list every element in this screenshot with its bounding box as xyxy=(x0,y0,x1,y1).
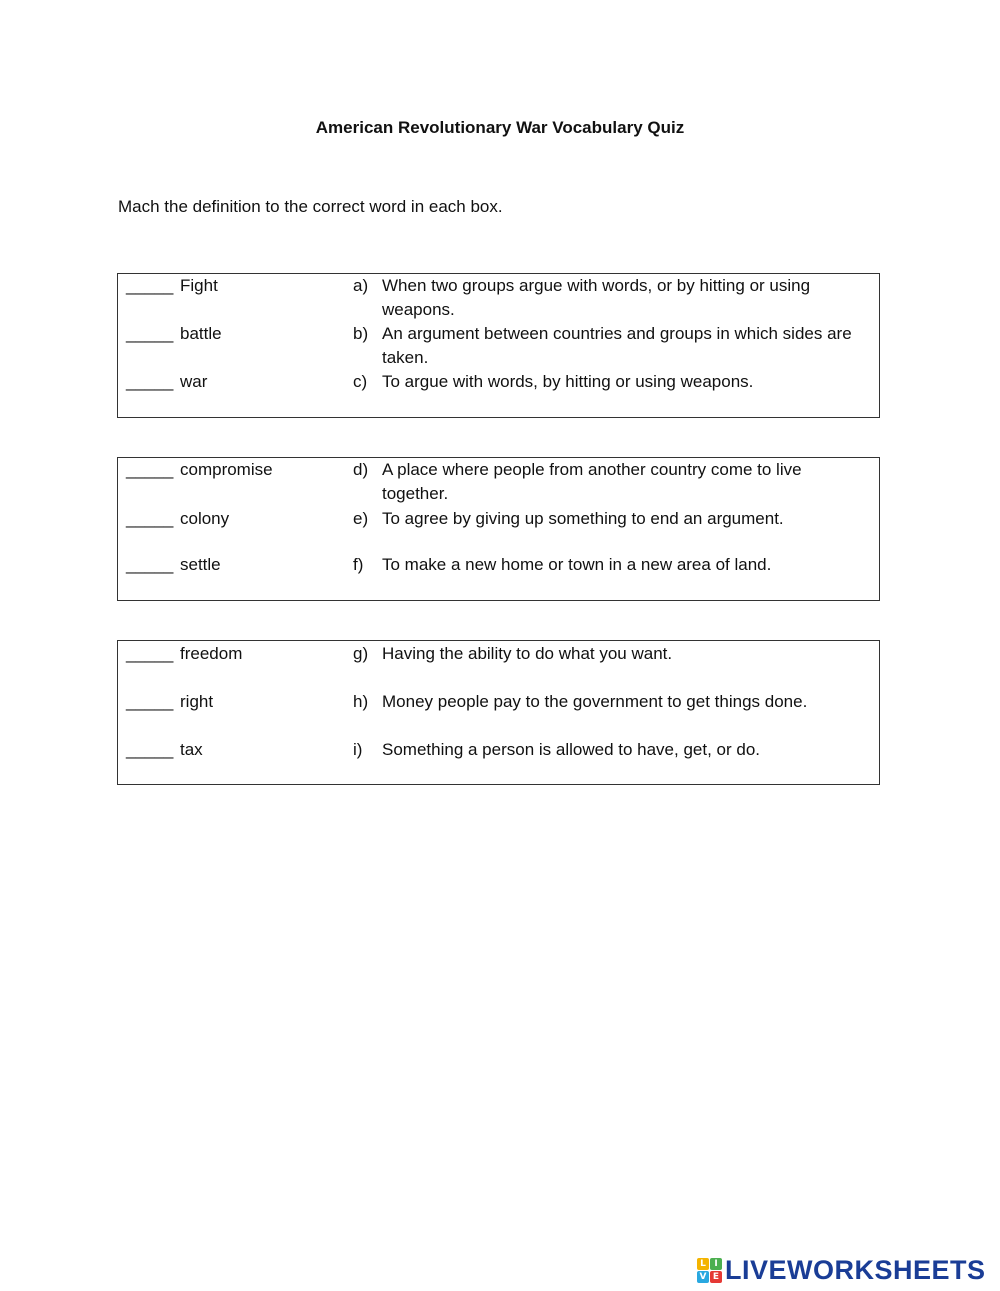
definition-letter: h) xyxy=(353,692,369,711)
logo-text: LIVEWORKSHEETS xyxy=(725,1254,986,1285)
definition-text: Having the ability to do what you want. xyxy=(382,644,673,663)
answer-blank[interactable]: _____ xyxy=(126,460,174,479)
answer-blank[interactable]: _____ xyxy=(126,324,174,343)
vocab-word: tax xyxy=(180,740,203,759)
definition-text: Money people pay to the government to get things done. xyxy=(382,692,808,711)
vocab-box-2 xyxy=(117,457,880,601)
vocab-box-3 xyxy=(117,640,880,785)
definition-text: To make a new home or town in a new area of land. xyxy=(382,555,772,574)
definition-text: When two groups argue with words, or by hitting or using weapons. xyxy=(382,276,811,319)
answer-blank[interactable]: _____ xyxy=(126,276,174,295)
answer-blank[interactable]: _____ xyxy=(126,692,174,711)
definition-text: A place where people from another country come to live together. xyxy=(382,460,802,503)
definition-text: To agree by giving up something to end an argument. xyxy=(382,509,784,528)
definition-letter: f) xyxy=(353,555,364,574)
vocab-word: settle xyxy=(180,555,221,574)
answer-blank[interactable]: _____ xyxy=(126,372,174,391)
logo-block: V xyxy=(697,1271,709,1283)
definition-letter: g) xyxy=(353,644,369,663)
page-title: American Revolutionary War Vocabulary Quiz xyxy=(315,118,685,137)
answer-blank[interactable]: _____ xyxy=(126,509,174,528)
instructions: Mach the definition to the correct word in each box. xyxy=(118,197,503,216)
vocab-word: freedom xyxy=(180,644,243,663)
definition-letter: b) xyxy=(353,324,369,343)
vocab-word: war xyxy=(180,372,208,391)
definition-letter: d) xyxy=(353,460,369,479)
definition-text: Something a person is allowed to have, get, or do. xyxy=(382,740,761,759)
definition-text: An argument between countries and groups in which sides are taken. xyxy=(382,324,852,367)
definition-text: To argue with words, by hitting or using weapons. xyxy=(382,372,754,391)
logo-block: E xyxy=(710,1271,722,1283)
logo-block: I xyxy=(710,1258,722,1270)
logo-blocks-icon xyxy=(697,1258,722,1283)
vocab-word: right xyxy=(180,692,214,711)
answer-blank[interactable]: _____ xyxy=(126,555,174,574)
vocab-word: Fight xyxy=(180,276,218,295)
answer-blank[interactable]: _____ xyxy=(126,740,174,759)
definition-letter: c) xyxy=(353,372,368,391)
definition-letter: e) xyxy=(353,509,369,528)
vocab-word: compromise xyxy=(180,460,273,479)
liveworksheets-logo xyxy=(697,1255,986,1285)
vocab-word: colony xyxy=(180,509,230,528)
definition-letter: a) xyxy=(353,276,369,295)
vocab-word: battle xyxy=(180,324,222,343)
answer-blank[interactable]: _____ xyxy=(126,644,174,663)
vocab-box-1 xyxy=(117,273,880,418)
logo-block: L xyxy=(697,1258,709,1270)
definition-letter: i) xyxy=(353,740,363,759)
